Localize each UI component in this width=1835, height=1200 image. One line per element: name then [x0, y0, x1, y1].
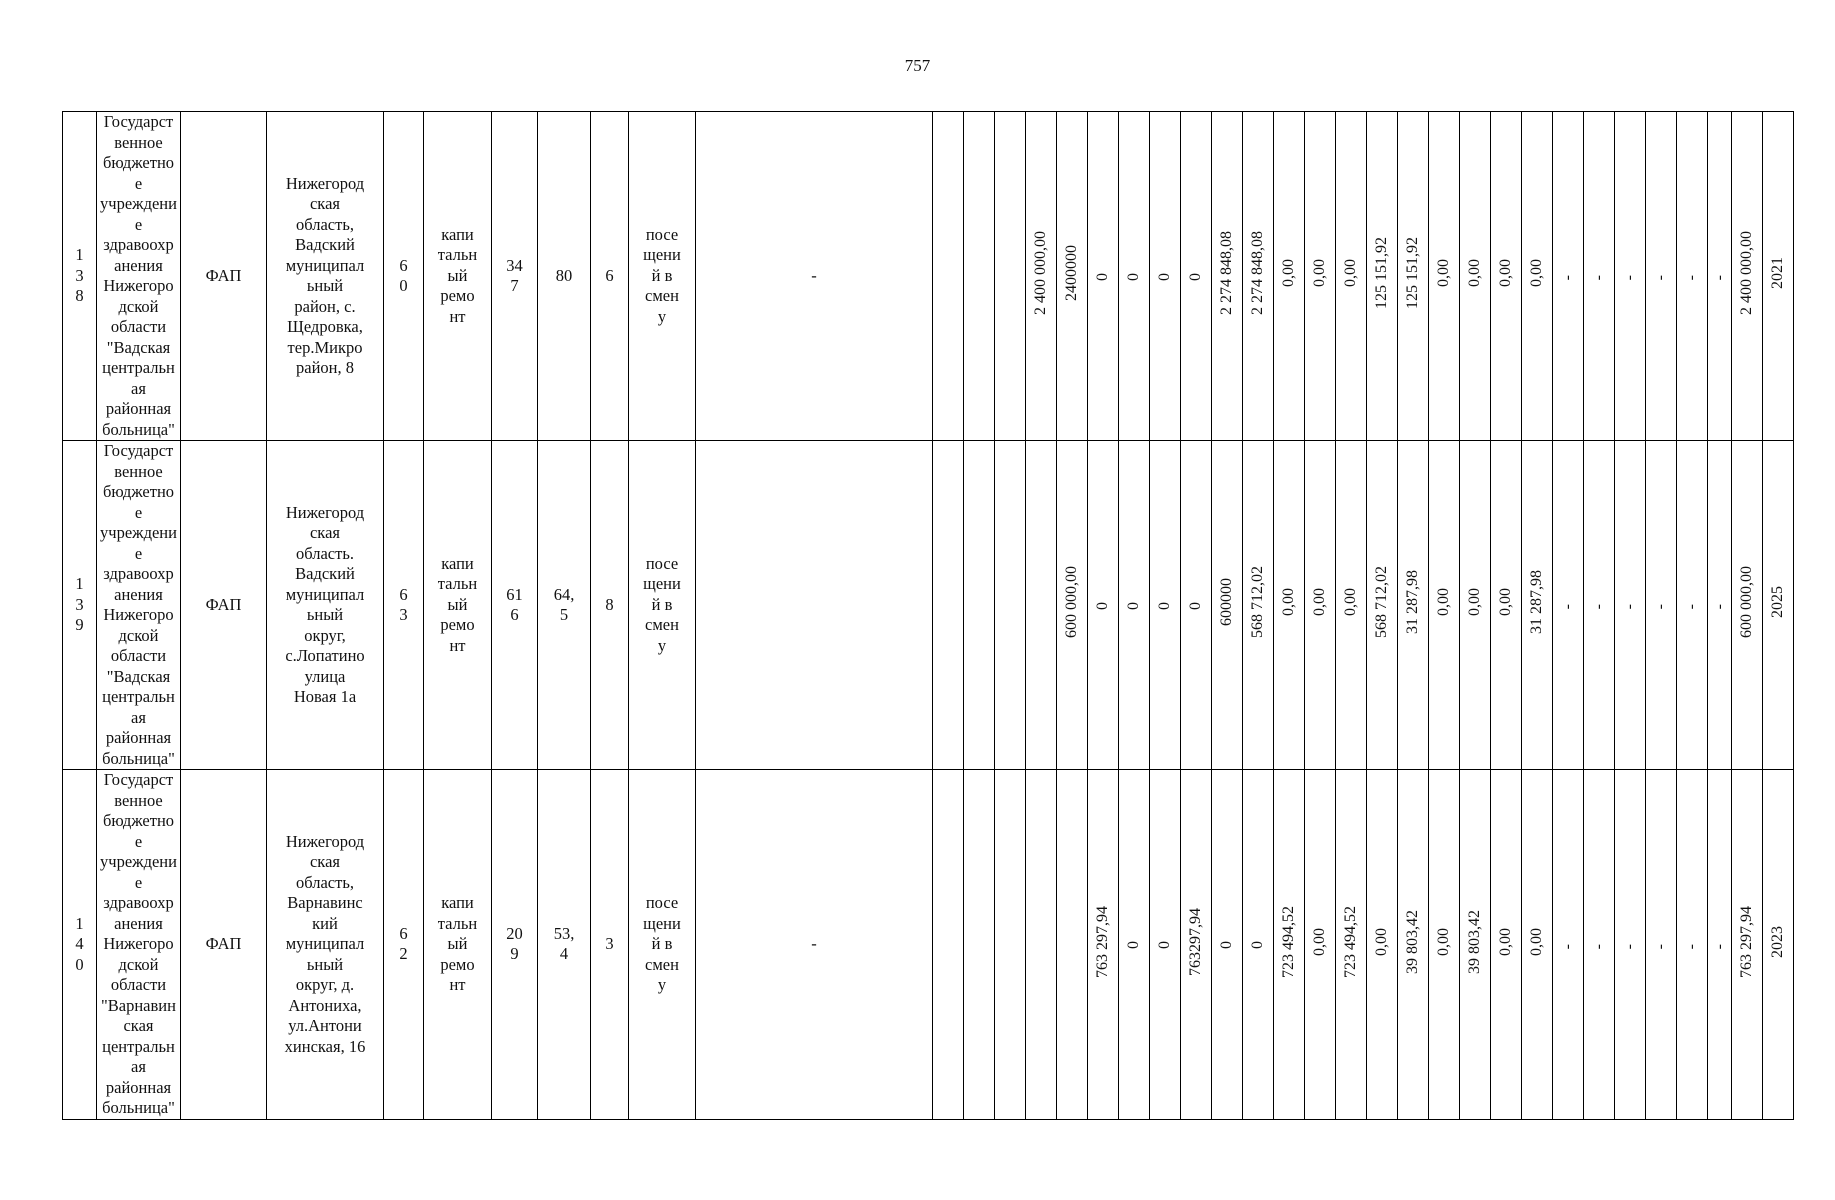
year-value: 2021 — [1769, 257, 1786, 290]
amount-value: 0,00 — [1466, 588, 1483, 617]
amount-value: 0,00 — [1280, 259, 1297, 288]
amount-value: 31 287,98 — [1528, 570, 1545, 635]
amount-value: 0 — [1187, 601, 1204, 610]
amount-cell — [1429, 112, 1460, 441]
amount-cell — [1212, 770, 1243, 1120]
cell-area: 20 9 — [492, 770, 538, 1120]
amount-value: 0,00 — [1466, 259, 1483, 288]
organization-name: Государст венное бюджетно е учреждени е здравоохр анения Нижегоро дской области "Вадская центральн ая районная больница" — [97, 112, 181, 441]
cell-note: - — [696, 770, 933, 1120]
row-number: 1 3 8 — [63, 112, 97, 441]
facilities-table — [62, 111, 1794, 1120]
amount-cell — [1522, 770, 1553, 1120]
page-number: 757 — [904, 56, 931, 75]
amount-value: 0,00 — [1497, 927, 1514, 956]
amount-value: 763 297,94 — [1094, 905, 1111, 978]
amount-cell — [1212, 441, 1243, 770]
amount-cell — [1119, 770, 1150, 1120]
row-number: 1 3 9 — [63, 441, 97, 770]
amount-value: 0,00 — [1280, 588, 1297, 617]
amount-value: - — [1652, 275, 1669, 281]
amount-value: - — [1710, 943, 1728, 949]
amount-value: 39 803,42 — [1404, 909, 1421, 974]
amount-cell — [1367, 112, 1398, 441]
amount-cell — [1522, 112, 1553, 441]
amount-value: 2 274 848,08 — [1218, 231, 1235, 316]
amount-cell — [1732, 441, 1763, 770]
amount-cell-empty — [1026, 770, 1057, 1120]
amount-value: 2400000 — [1063, 245, 1080, 302]
amount-cell — [1305, 770, 1336, 1120]
amount-value: 0 — [1156, 941, 1173, 949]
amount-cell — [1150, 441, 1181, 770]
amount-cell — [1026, 112, 1057, 441]
amount-cell — [1274, 441, 1305, 770]
year-cell — [1763, 770, 1794, 1120]
capacity-unit: посе щени й в смен у — [629, 770, 696, 1120]
amount-cell — [1708, 441, 1732, 770]
amount-cell — [1677, 112, 1708, 441]
amount-value: 31 287,98 — [1404, 570, 1421, 635]
amount-cell — [1243, 112, 1274, 441]
amount-cell — [1336, 441, 1367, 770]
amount-value: 723 494,52 — [1280, 905, 1297, 978]
amount-value: 0,00 — [1342, 259, 1359, 288]
facility-type: ФАП — [181, 112, 267, 441]
amount-cell — [1367, 441, 1398, 770]
amount-cell-empty — [995, 770, 1026, 1120]
amount-value: - — [1621, 275, 1638, 281]
amount-value: 600 000,00 — [1738, 566, 1755, 639]
amount-value: 0,00 — [1435, 259, 1452, 288]
amount-value: - — [1559, 943, 1576, 949]
amount-cell — [1615, 770, 1646, 1120]
amount-value: - — [1710, 275, 1728, 281]
amount-cell — [1057, 441, 1088, 770]
amount-cell-empty — [933, 112, 964, 441]
cell-code: 6 3 — [384, 441, 424, 770]
amount-cell — [1274, 112, 1305, 441]
amount-value: - — [1621, 604, 1638, 610]
amount-value: - — [1590, 604, 1607, 610]
table-row — [63, 112, 1794, 441]
amount-cell — [1553, 770, 1584, 1120]
amount-cell-empty — [933, 770, 964, 1120]
amount-value: 0 — [1156, 601, 1173, 610]
work-type: капи тальн ый ремо нт — [424, 112, 492, 441]
amount-value: - — [1621, 943, 1638, 949]
amount-cell — [1732, 112, 1763, 441]
amount-value: - — [1559, 604, 1576, 610]
amount-cell-empty — [1057, 770, 1088, 1120]
amount-cell — [1460, 441, 1491, 770]
amount-value: 0,00 — [1311, 259, 1328, 288]
amount-cell — [1553, 112, 1584, 441]
amount-cell — [1429, 441, 1460, 770]
amount-cell — [1119, 112, 1150, 441]
amount-cell-empty — [995, 112, 1026, 441]
cell-code: 6 2 — [384, 770, 424, 1120]
amount-cell-empty — [964, 112, 995, 441]
amount-cell — [1336, 770, 1367, 1120]
amount-cell — [1491, 441, 1522, 770]
organization-name: Государст венное бюджетно е учреждени е здравоохр анения Нижегоро дской области "Вадская центральн ая районная больница" — [97, 441, 181, 770]
facility-address: Нижегород ская область, Варнавинс кий муниципал ьный округ, д. Антониха, ул.Антони хинская, 16 — [267, 770, 384, 1120]
amount-cell — [1398, 441, 1429, 770]
amount-cell — [1491, 770, 1522, 1120]
amount-cell — [1119, 441, 1150, 770]
amount-cell — [1584, 441, 1615, 770]
amount-cell — [1367, 770, 1398, 1120]
cell-capacity: 80 — [538, 112, 591, 441]
amount-cell — [1398, 112, 1429, 441]
amount-value: - — [1590, 275, 1607, 281]
row-number: 1 4 0 — [63, 770, 97, 1120]
amount-value: 0,00 — [1342, 588, 1359, 617]
work-type: капи тальн ый ремо нт — [424, 441, 492, 770]
cell-note: - — [696, 112, 933, 441]
facility-type: ФАП — [181, 770, 267, 1120]
amount-value: - — [1652, 943, 1669, 949]
amount-value: 125 151,92 — [1373, 237, 1390, 310]
amount-cell — [1584, 770, 1615, 1120]
facility-address: Нижегород ская область. Вадский муниципал ьный округ, с.Лопатино улица Новая 1а — [267, 441, 384, 770]
amount-value: 0,00 — [1311, 927, 1328, 956]
amount-cell — [1181, 441, 1212, 770]
amount-cell — [1150, 112, 1181, 441]
cell-area: 34 7 — [492, 112, 538, 441]
amount-cell — [1615, 112, 1646, 441]
amount-cell — [1243, 441, 1274, 770]
amount-value: 0,00 — [1435, 927, 1452, 956]
amount-cell — [1677, 770, 1708, 1120]
facility-type: ФАП — [181, 441, 267, 770]
table-row — [63, 770, 1794, 1120]
amount-value: - — [1590, 943, 1607, 949]
amount-value: 2 274 848,08 — [1249, 231, 1266, 316]
amount-cell — [1732, 770, 1763, 1120]
amount-value: 0,00 — [1497, 259, 1514, 288]
amount-value: 39 803,42 — [1466, 909, 1483, 974]
amount-value: 723 494,52 — [1342, 905, 1359, 978]
amount-cell — [1460, 112, 1491, 441]
amount-value: - — [1683, 604, 1700, 610]
amount-value: 0 — [1218, 941, 1235, 949]
amount-value: 0,00 — [1528, 259, 1545, 288]
amount-cell-empty — [933, 441, 964, 770]
amount-cell — [1491, 112, 1522, 441]
facility-address: Нижегород ская область, Вадский муниципал ьный район, с. Щедровка, тер.Микро район, 8 — [267, 112, 384, 441]
amount-value: - — [1559, 275, 1576, 281]
amount-value: 763297,94 — [1187, 907, 1204, 976]
table-row — [63, 441, 1794, 770]
amount-cell — [1088, 770, 1119, 1120]
amount-cell — [1398, 770, 1429, 1120]
amount-cell-empty — [964, 770, 995, 1120]
amount-cell — [1336, 112, 1367, 441]
amount-cell — [1646, 441, 1677, 770]
amount-cell — [1677, 441, 1708, 770]
amount-value: 763 297,94 — [1738, 905, 1755, 978]
amount-value: 2 400 000,00 — [1738, 231, 1755, 316]
amount-value: - — [1683, 275, 1700, 281]
amount-cell — [1243, 770, 1274, 1120]
year-value: 2023 — [1769, 925, 1786, 958]
organization-name: Государст венное бюджетно е учреждени е здравоохр анения Нижегоро дской области "Варнавин ская центральн ая районная больница" — [97, 770, 181, 1120]
amount-cell — [1181, 770, 1212, 1120]
cell-code: 6 0 — [384, 112, 424, 441]
amount-value: 0,00 — [1435, 588, 1452, 617]
cell-capacity: 53, 4 — [538, 770, 591, 1120]
amount-cell — [1646, 770, 1677, 1120]
amount-value: - — [1710, 604, 1728, 610]
amount-cell — [1088, 441, 1119, 770]
work-type: капи тальн ый ремо нт — [424, 770, 492, 1120]
amount-value: 600 000,00 — [1063, 566, 1080, 639]
amount-cell — [1181, 112, 1212, 441]
cell-value: 6 — [591, 112, 629, 441]
year-cell — [1763, 112, 1794, 441]
amount-cell — [1429, 770, 1460, 1120]
amount-value: 0 — [1187, 272, 1204, 281]
amount-cell-empty — [964, 441, 995, 770]
year-cell — [1763, 441, 1794, 770]
capacity-unit: посе щени й в смен у — [629, 112, 696, 441]
amount-cell — [1305, 112, 1336, 441]
amount-cell — [1708, 770, 1732, 1120]
amount-cell — [1088, 112, 1119, 441]
amount-value: - — [1683, 943, 1700, 949]
amount-value: 0 — [1125, 941, 1142, 949]
amount-cell — [1212, 112, 1243, 441]
amount-value: 0 — [1094, 601, 1111, 610]
amount-value: 568 712,02 — [1373, 566, 1390, 639]
amount-value: 125 151,92 — [1404, 237, 1421, 310]
amount-cell — [1553, 441, 1584, 770]
amount-value: 0,00 — [1373, 927, 1390, 956]
amount-value: 0,00 — [1311, 588, 1328, 617]
amount-value: 0 — [1125, 272, 1142, 281]
amount-cell — [1708, 112, 1732, 441]
amount-value: 600000 — [1218, 578, 1235, 627]
amount-value: - — [1652, 604, 1669, 610]
amount-value: 0,00 — [1528, 927, 1545, 956]
amount-cell-empty — [1026, 441, 1057, 770]
amount-value: 0 — [1249, 941, 1266, 949]
amount-cell — [1615, 441, 1646, 770]
amount-cell — [1057, 112, 1088, 441]
amount-cell — [1584, 112, 1615, 441]
cell-area: 61 6 — [492, 441, 538, 770]
cell-note — [696, 441, 933, 770]
amount-cell — [1274, 770, 1305, 1120]
amount-cell-empty — [995, 441, 1026, 770]
amount-value: 568 712,02 — [1249, 566, 1266, 639]
amount-value: 0 — [1094, 272, 1111, 281]
cell-value: 8 — [591, 441, 629, 770]
amount-cell — [1522, 441, 1553, 770]
cell-value: 3 — [591, 770, 629, 1120]
amount-value: 0 — [1125, 601, 1142, 610]
amount-value: 2 400 000,00 — [1032, 231, 1049, 316]
capacity-unit: посе щени й в смен у — [629, 441, 696, 770]
year-value: 2025 — [1769, 586, 1786, 619]
amount-cell — [1646, 112, 1677, 441]
cell-capacity: 64, 5 — [538, 441, 591, 770]
amount-cell — [1150, 770, 1181, 1120]
amount-value: 0,00 — [1497, 588, 1514, 617]
amount-cell — [1305, 441, 1336, 770]
amount-value: 0 — [1156, 272, 1173, 281]
amount-cell — [1460, 770, 1491, 1120]
